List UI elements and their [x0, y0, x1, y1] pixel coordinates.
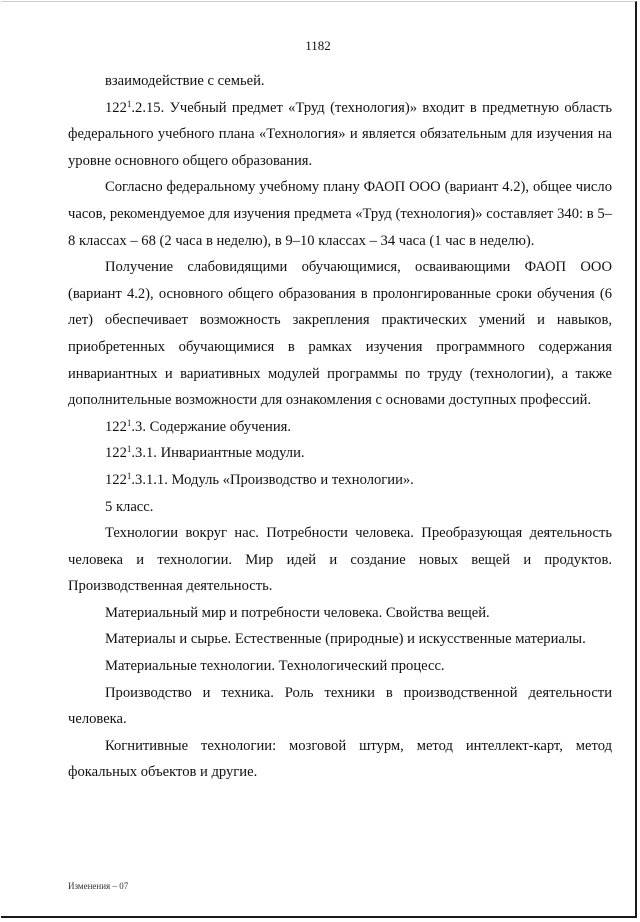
footer-revision: Изменения – 07 — [68, 881, 129, 891]
body-text — [68, 68, 612, 786]
paragraph-6: $122^1.3.1$. Инвариантные модули. — [105, 444, 305, 462]
paragraph-14: Когнитивные технологии: мозговой штурм, метод интеллект-карт, метод фокальных объектов и другие. — [68, 737, 612, 781]
paragraph-11: Материалы и сырье. Естественные (природные) и искусственные материалы. — [105, 631, 586, 648]
paragraph-8: 5 класс. — [105, 498, 154, 515]
paragraph-10: Материальный мир и потребности человека. Свойства вещей. — [105, 604, 490, 621]
paragraph-9: Технологии вокруг нас. Потребности человека. Преобразующая деятельность человека и технологии. Мир идей и создание новых вещей и продуктов. Производственная деятельность. — [68, 525, 612, 595]
paragraph-13: Производство и техника. Роль техники в производственной деятельности человека. — [68, 684, 612, 728]
paragraph-1: взаимодействие с семьей. — [105, 73, 265, 89]
page-number: 1182 — [305, 38, 331, 53]
paragraph-3: Согласно федеральному учебному плану ФАОП ООО (вариант 4.2), общее число часов, рекомендуемое для изучения предмета «Труд (технология)» составляет 340: в 5–8 классах – 68 (2 часа в неделю), в 9–10 классах – 34 часа (1 час в неделю). — [68, 179, 612, 249]
paragraph-5: $122^1.3$. Содержание обучения. — [105, 417, 292, 435]
document-page — [1, 1, 637, 918]
paragraph-12: Материальные технологии. Технологический процесс. — [105, 658, 445, 675]
paragraph-4: Получение слабовидящими обучающимися, осваивающими ФАОП ООО (вариант 4.2), основного общего образования в пролонгированные сроки обучения (6 лет) обеспечивает возможность закрепления практических умений и навыков, приобретенных обучающимися в рамках изучения программного содержания инвариантных и вариативных модулей программы по труду (технологии), а также дополнительные возможности для ознакомления с основами доступных профессий. — [68, 259, 612, 409]
paragraph-7: $122^1.3.1.1$. Модуль «Производство и технологии». — [105, 470, 414, 488]
paragraph-2: $122^1.2.15$. Учебный предмет «Труд (технология)» входит в предметную область федерального учебного плана «Технология» и является обязательным для изучения на уровне основного общего образования. — [68, 98, 612, 169]
